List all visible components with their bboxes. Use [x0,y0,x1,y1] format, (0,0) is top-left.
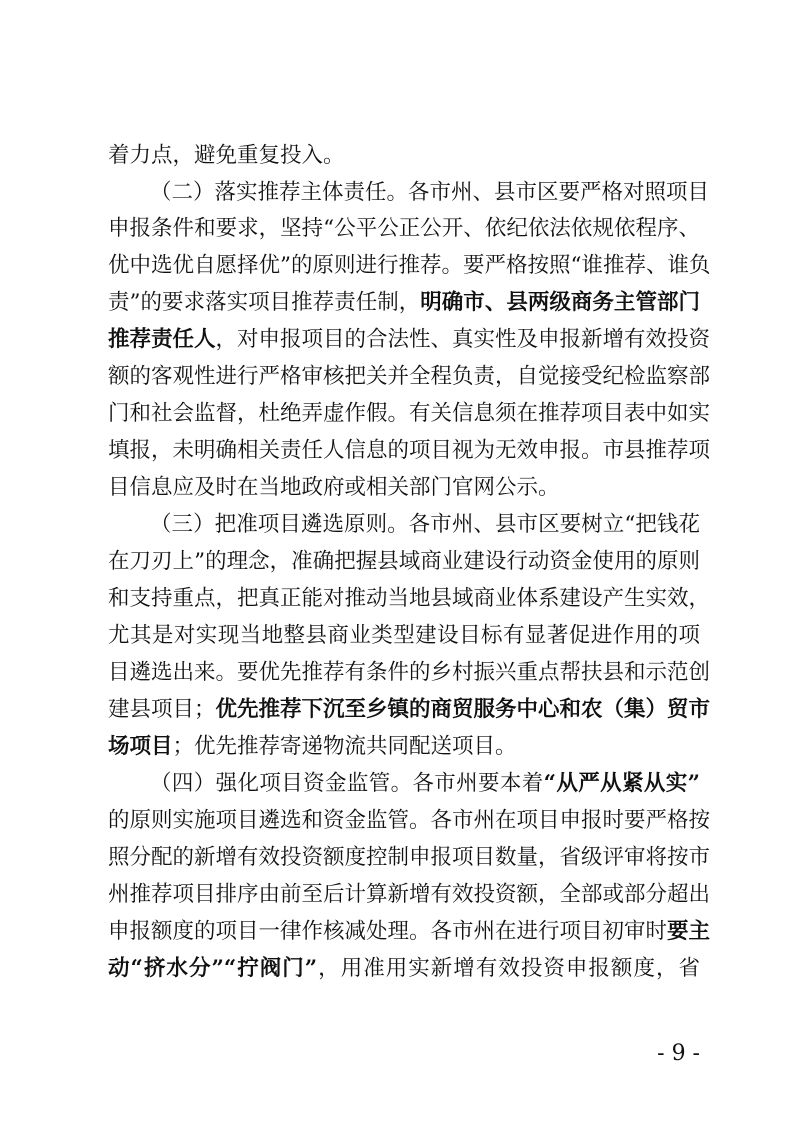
text-run: 建县项目； [108,697,216,722]
text-run: 目遴选出来。要优先推荐有条件的乡村振兴重点帮扶县和示范创 [108,660,711,685]
text-line-9 [108,436,711,466]
text-run: 申报额度的项目一律作核减处理。各市州在进行项目初审时 [108,919,668,944]
bold-text-run: 场项目 [108,734,173,759]
text-line-17 [108,732,700,762]
page-number: - 9 - [657,1041,700,1066]
text-run: 门和社会监督，杜绝弄虚作假。有关信息须在推荐项目表中如实 [108,401,711,426]
text-line-2 [150,178,710,208]
text-line-3 [108,214,700,244]
bold-text-run: 优先推荐下沉至乡镇的商贸服务中心和农（集）贸市 [215,697,711,722]
text-line-1 [108,141,700,171]
text-line-15 [108,658,711,688]
text-run: 和支持重点，把真正能对推动当地县域商业体系建设产生实效， [108,586,711,611]
text-line-21 [108,880,711,910]
text-run: 的原则实施项目遴选和资金监管。各市州在项目申报时要严格按 [108,808,711,833]
bold-text-run: 要主 [667,919,711,944]
text-run: 在刀刃上”的理念，准确把握县域商业建设行动资金使用的原则 [108,549,700,574]
text-run: （二）落实推荐主体责任。各市州、县市区要严格对照项目 [150,180,710,205]
bold-text-run: “从严从紧从实” [543,771,700,796]
text-run: 目信息应及时在当地政府或相关部门官网公示。 [108,475,560,500]
bold-text-run: 明确市、县两级商务主管部门 [420,290,700,315]
text-line-4 [108,251,711,281]
text-line-13 [108,584,711,614]
text-run: 照分配的新增有效投资额度控制申报项目数量，省级评审将按市 [108,845,711,870]
text-run: 尤其是对实现当地整县商业类型建设目标有显著促进作用的项 [108,623,700,648]
text-line-11 [150,510,700,540]
text-run: ；优先推荐寄递物流共同配送项目。 [172,734,517,759]
text-line-22 [108,917,711,947]
text-run: 优中选优自愿择优”的原则进行推荐。要严格按照“谁推荐、谁负 [108,253,711,278]
text-run: （四）强化项目资金监管。各市州要本着 [150,771,544,796]
text-run: ，用准用实新增有效投资申报额度，省 [317,956,700,981]
text-run: 额的客观性进行严格审核把关并全程负责，自觉接受纪检监察部 [108,364,711,389]
text-line-7 [108,362,711,392]
text-line-12 [108,547,700,577]
text-run: 着力点，避免重复投入。 [108,143,345,168]
text-line-5 [108,288,700,318]
bold-text-run: 推荐责任人 [108,327,216,352]
text-run: 责”的要求落实项目推荐责任制， [108,290,421,315]
text-line-6 [108,325,711,355]
text-line-8 [108,399,711,429]
text-line-10 [108,473,700,503]
text-line-20 [108,843,711,873]
text-line-14 [108,621,700,651]
text-run: 州推荐项目排序由前至后计算新增有效投资额，全部或部分超出 [108,882,711,907]
text-run: 申报条件和要求，坚持“公平公正公开、依纪依法依规依程序、 [108,216,700,241]
text-line-18 [150,769,700,799]
bold-text-run: 动“挤水分”“拧阀门” [108,956,318,981]
text-line-23 [108,954,700,984]
text-line-16 [108,695,711,725]
text-run: 填报，未明确相关责任人信息的项目视为无效申报。市县推荐项 [108,438,711,463]
text-run: ，对申报项目的合法性、真实性及申报新增有效投资 [215,327,711,352]
text-line-19 [108,806,711,836]
text-run: （三）把准项目遴选原则。各市州、县市区要树立“把钱花 [150,512,700,537]
